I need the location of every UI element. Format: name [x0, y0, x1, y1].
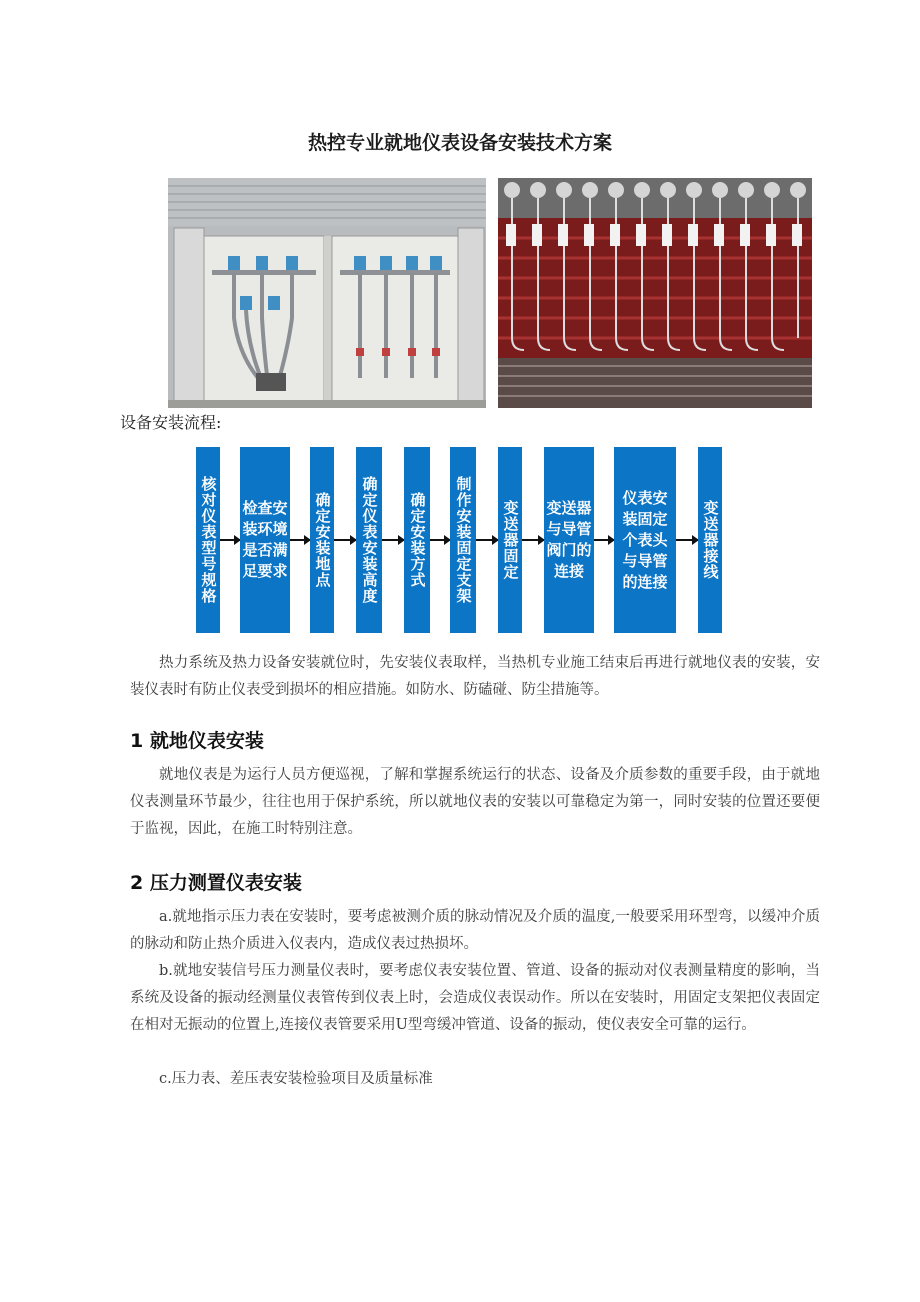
flow-arrow	[220, 539, 240, 541]
flow-arrow	[476, 539, 498, 541]
flow-step-9: 仪表安装固定个表头与导管的连接	[614, 447, 676, 633]
section-1-body: 就地仪表是为运行人员方便巡视，了解和掌握系统运行的状态、设备及介质参数的重要手段，由于就地仪表测量环节最少，往往也用于保护系统，所以就地仪表的安装以可靠稳定为第一，同时安装的位置还要便于监视，因此，在施工时特别注意。	[130, 767, 820, 837]
intro-paragraph: 热力系统及热力设备安装就位时，先安装仪表取样，当热机专业施工结束后再进行就地仪表的安装，安装仪表时有防止仪表受到损坏的相应措施。如防水、防磕碰、防尘措施等。	[130, 655, 820, 698]
page-title: 热控专业就地仪表设备安装技术方案	[307, 132, 612, 154]
flow-step-5: 确定安装方式	[404, 447, 430, 633]
section-2-heading: 2 压力测置仪表安装	[130, 872, 302, 894]
flow-step-7: 变送器固定	[498, 447, 522, 633]
flow-step-1: 核对仪表型号规格	[196, 447, 220, 633]
section-1-heading: 1 就地仪表安装	[130, 730, 264, 752]
flow-step-6: 制作安装固定支架	[450, 447, 476, 633]
photo-instrument-cabinets	[168, 178, 486, 408]
flow-label: 设备安装流程:	[120, 413, 222, 432]
flow-arrow	[676, 539, 698, 541]
section-2-item-c: c.压力表、差压表安装检验项目及质量标准	[159, 1071, 433, 1087]
section-2-item-a: a.就地指示压力表在安装时，要考虑被测介质的脉动情况及介质的温度,一般要采用环型弯，以缓冲介质的脉动和防止热介质进入仪表内，造成仪表过热损坏。	[130, 909, 820, 952]
flow-arrow	[522, 539, 544, 541]
installation-flowchart	[0, 447, 920, 633]
flow-step-8: 变送器与导管阀门的连接	[544, 447, 594, 633]
flow-arrow	[594, 539, 614, 541]
flow-step-2: 检查安装环境是否满足要求	[240, 447, 290, 633]
flow-step-3: 确定安装地点	[310, 447, 334, 633]
flow-step-4: 确定仪表安装高度	[356, 447, 382, 633]
flow-step-10: 变送器接线	[698, 447, 722, 633]
flow-arrow	[290, 539, 310, 541]
photo-boiler-thermocouples	[498, 178, 812, 408]
flow-arrow	[382, 539, 404, 541]
section-2-item-b: b.就地安装信号压力测量仪表时，要考虑仪表安装位置、管道、设备的振动对仪表测量精度的影响，当系统及设备的振动经测量仪表管传到仪表上时，会造成仪表误动作。所以在安装时，用固定支架把仪表固定在相对无振动的位置上,连接仪表管要采用U型弯缓冲管道、设备的振动，使仪表安全可靠的运行。	[130, 963, 820, 1033]
flow-arrow	[430, 539, 450, 541]
flow-arrow	[334, 539, 356, 541]
